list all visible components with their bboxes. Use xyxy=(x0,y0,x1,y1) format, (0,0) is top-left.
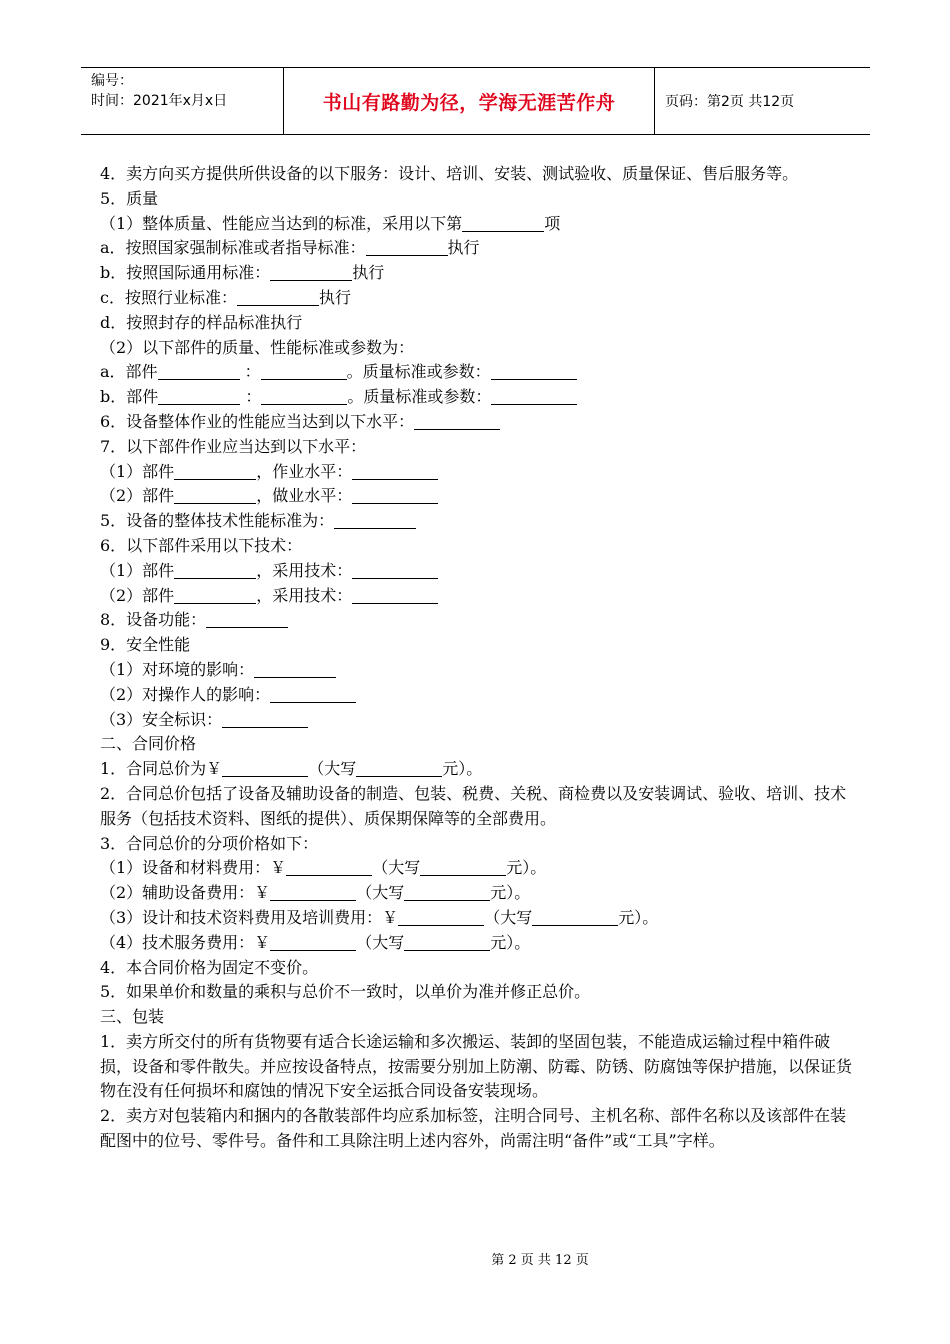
page-header xyxy=(81,67,870,135)
header-meta xyxy=(81,68,284,134)
text-segment: 8．设备功能： xyxy=(100,610,207,630)
text-segment: （2）部件 xyxy=(100,486,175,506)
text-segment: ，采用技术： xyxy=(256,560,353,580)
number-label: 编号： xyxy=(91,73,133,89)
paragraph: 5．如果单价和数量的乘积与总价不一致时，以单价为准并修正总价。 xyxy=(100,982,591,1002)
fill-blank xyxy=(286,859,372,876)
fill-blank xyxy=(174,463,256,480)
fill-blank xyxy=(414,413,500,430)
paragraph xyxy=(100,683,852,708)
fill-blank xyxy=(532,909,618,926)
text-segment: 元）。 xyxy=(490,883,531,903)
fill-blank xyxy=(462,215,544,232)
text-segment: （大写 xyxy=(356,932,405,952)
paragraph xyxy=(100,559,852,584)
paragraph: d．按照封存的样品标准执行 xyxy=(100,312,303,332)
paragraph xyxy=(100,708,852,733)
fill-blank xyxy=(491,363,577,380)
text-segment: 执行 xyxy=(352,263,385,283)
paragraph: 7．以下部件作业应当达到以下水平： xyxy=(100,436,367,456)
fill-blank xyxy=(270,934,356,951)
fill-blank xyxy=(261,388,347,405)
text-segment: （大写 xyxy=(356,883,405,903)
text-segment: （3）安全标识： xyxy=(100,709,223,729)
paragraph xyxy=(100,484,852,509)
fill-blank xyxy=(261,363,347,380)
text-segment: （1）整体质量、性能应当达到的标准，采用以下第 xyxy=(100,213,463,233)
fill-blank xyxy=(352,587,438,604)
paragraph: 4．本合同价格为固定不变价。 xyxy=(100,957,319,977)
text-segment: ： xyxy=(245,387,262,407)
text-segment: 元）。 xyxy=(618,907,659,927)
paragraph xyxy=(100,360,852,385)
text-segment: a．按照国家强制标准或者指导标准： xyxy=(100,238,366,258)
header-motto: 书山有路勤为径，学海无涯苦作舟 xyxy=(284,68,655,134)
paragraph: 3．合同总价的分项价格如下： xyxy=(100,833,319,853)
text-segment: （1）部件 xyxy=(100,560,175,580)
paragraph xyxy=(100,286,852,311)
paragraph xyxy=(100,261,852,286)
fill-blank xyxy=(420,859,506,876)
paragraph xyxy=(100,931,852,956)
paragraph xyxy=(100,658,852,683)
paragraph xyxy=(100,608,852,633)
paragraph xyxy=(100,236,852,261)
text-segment: （2）部件 xyxy=(100,585,175,605)
fill-blank xyxy=(352,463,438,480)
fill-blank xyxy=(174,562,256,579)
fill-blank xyxy=(491,388,577,405)
text-segment: 5．设备的整体技术性能标准为： xyxy=(100,511,335,531)
fill-blank xyxy=(404,884,490,901)
fill-blank xyxy=(356,760,442,777)
text-segment: 元）。 xyxy=(442,759,483,779)
header-page-label: 页码：第2页 共12页 xyxy=(665,94,795,110)
page-footer: 第 2 页 共 12 页 xyxy=(491,1253,589,1268)
paragraph: 1．卖方所交付的所有货物要有适合长途运输和多次搬运、装卸的坚固包装，不能造成运输过程中箱件破损，设备和零件散失。并应按设备特点，按需要分别加上防潮、防霉、防锈、防腐蚀等保护措施，以保证货物在没有任何损坏和腐蚀的情况下安全运抵合同设备安装现场。 xyxy=(100,1031,853,1101)
fill-blank xyxy=(222,711,308,728)
fill-blank xyxy=(366,239,448,256)
text-segment: ，作业水平： xyxy=(256,461,353,481)
fill-blank xyxy=(174,587,256,604)
paragraph xyxy=(100,509,852,534)
fill-blank xyxy=(334,512,416,529)
text-segment: c．按照行业标准： xyxy=(100,287,237,307)
paragraph xyxy=(100,757,852,782)
paragraph: 2．卖方对包装箱内和捆内的各散装部件均应系加标签，注明合同号、主机名称、部件名称以及该部件在装配图中的位号、零件号。备件和工具除注明上述内容外，尚需注明“备件”或“工具”字样。 xyxy=(100,1106,847,1151)
fill-blank xyxy=(352,487,438,504)
text-segment: （1）对环境的影响： xyxy=(100,659,255,679)
text-segment: 项 xyxy=(544,213,561,233)
text-segment: （3）设计和技术资料费用及培训费用：￥ xyxy=(100,907,399,927)
text-segment: 1．合同总价为￥ xyxy=(100,759,223,779)
text-segment: （大写 xyxy=(372,858,421,878)
text-segment: （大写 xyxy=(308,759,357,779)
text-segment: a．部件 xyxy=(100,362,158,382)
fill-blank xyxy=(254,661,336,678)
text-segment: ： xyxy=(244,362,261,382)
text-segment: 6．设备整体作业的性能应当达到以下水平： xyxy=(100,411,415,431)
paragraph xyxy=(100,212,852,237)
fill-blank xyxy=(270,264,352,281)
text-segment: 。质量标准或参数： xyxy=(347,387,492,407)
date-label: 时间：2021年x月x日 xyxy=(91,93,228,109)
paragraph: （2）以下部件的质量、性能标准或参数为： xyxy=(100,337,415,357)
paragraph: 6．以下部件采用以下技术： xyxy=(100,535,303,555)
text-segment: （2）辅助设备费用：￥ xyxy=(100,883,271,903)
text-segment: ，采用技术： xyxy=(256,585,353,605)
fill-blank xyxy=(404,934,490,951)
text-segment: （2）对操作人的影响： xyxy=(100,684,271,704)
text-segment: （1）部件 xyxy=(100,461,175,481)
paragraph xyxy=(100,460,852,485)
text-segment: 执行 xyxy=(318,287,351,307)
paragraph: 2．合同总价包括了设备及辅助设备的制造、包装、税费、关税、商检费以及安装调试、验收、培训、技术服务（包括技术资料、图纸的提供）、质保期保障等的全部费用。 xyxy=(100,783,847,828)
fill-blank xyxy=(270,884,356,901)
text-segment: ，做业水平： xyxy=(256,486,353,506)
section-heading: 5．质量 xyxy=(100,188,159,208)
text-segment: 元）。 xyxy=(490,932,531,952)
section-heading: 二、合同价格 xyxy=(100,734,197,754)
text-segment: b．部件 xyxy=(100,387,159,407)
text-segment: （4）技术服务费用：￥ xyxy=(100,932,271,952)
fill-blank xyxy=(158,363,240,380)
text-segment: 。质量标准或参数： xyxy=(346,362,491,382)
paragraph: 4．卖方向买方提供所供设备的以下服务：设计、培训、安装、测试验收、质量保证、售后服务等。 xyxy=(100,164,799,183)
section-heading: 9．安全性能 xyxy=(100,635,191,655)
fill-blank xyxy=(352,562,438,579)
fill-blank xyxy=(158,388,240,405)
fill-blank xyxy=(222,760,308,777)
paragraph xyxy=(100,881,852,906)
fill-blank xyxy=(270,686,356,703)
fill-blank xyxy=(237,289,319,306)
paragraph xyxy=(100,906,852,931)
fill-blank xyxy=(174,487,256,504)
fill-blank xyxy=(398,909,484,926)
paragraph xyxy=(100,856,852,881)
paragraph xyxy=(100,584,852,609)
paragraph xyxy=(100,385,852,410)
text-segment: 执行 xyxy=(447,238,480,258)
paragraph xyxy=(100,410,852,435)
text-segment: （大写 xyxy=(484,907,533,927)
text-segment: （1）设备和材料费用：￥ xyxy=(100,858,287,878)
text-segment: 元）。 xyxy=(506,858,547,878)
document-body xyxy=(100,162,852,1154)
fill-blank xyxy=(206,611,288,628)
text-segment: b．按照国际通用标准： xyxy=(100,263,271,283)
section-heading: 三、包装 xyxy=(100,1007,165,1027)
